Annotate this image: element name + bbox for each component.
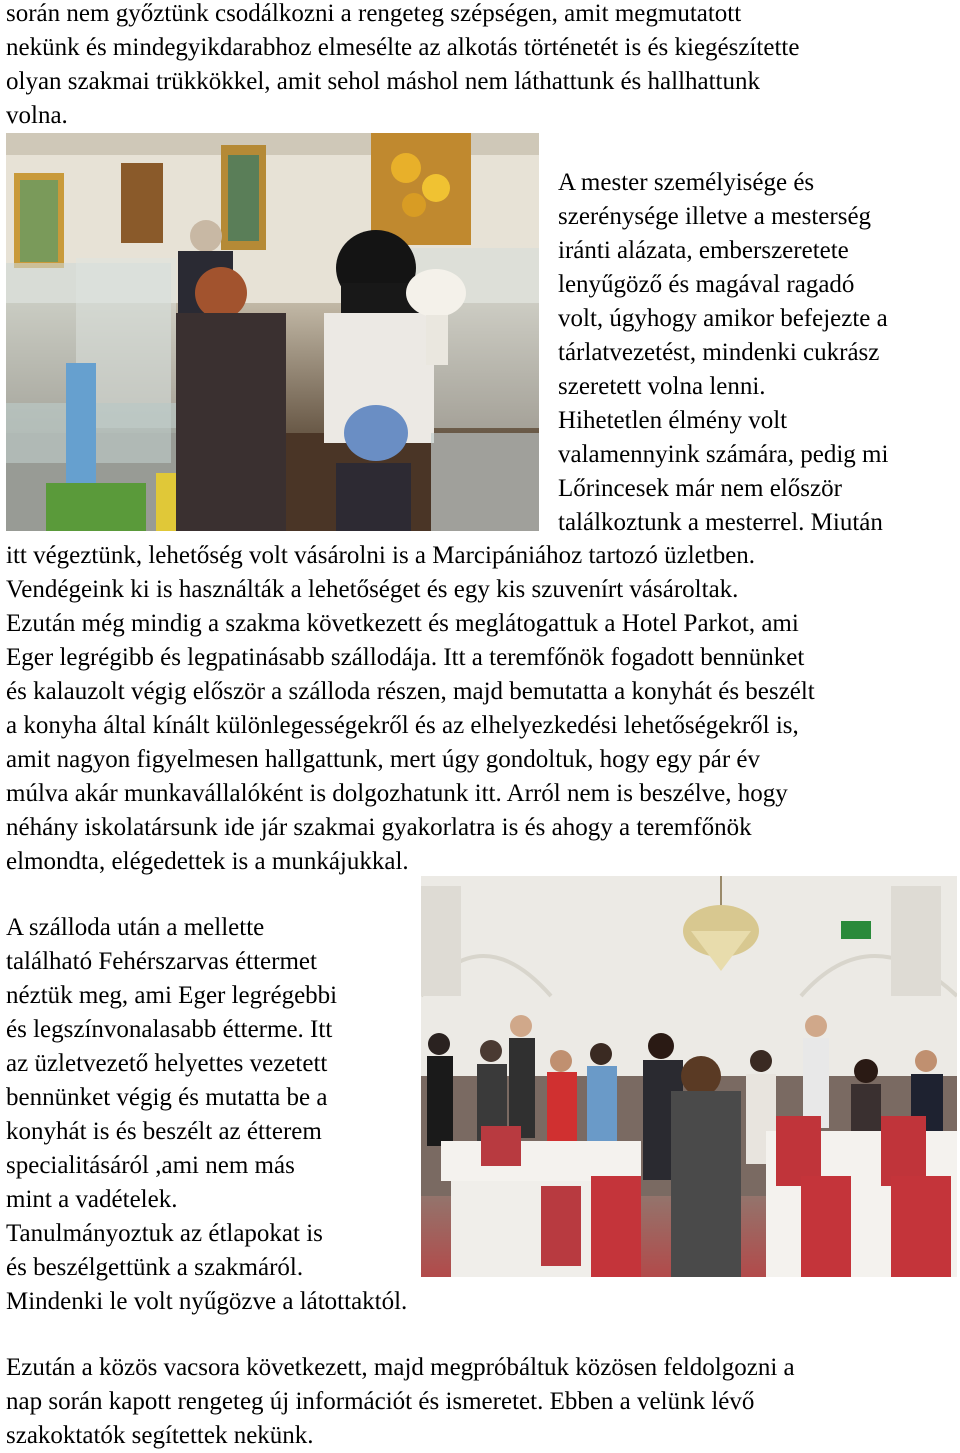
- text-line: konyhát is és beszélt az étterem: [6, 1118, 322, 1145]
- text-line: Vendégeink ki is használták a lehetőséget és egy kis szuvenírt vásároltak.: [6, 576, 739, 603]
- text-line: és beszélgettünk a szakmáról.: [6, 1254, 304, 1281]
- restaurant-photo: [421, 876, 957, 1277]
- text-line: nekünk és mindegyikdarabhoz elmesélte az alkotás történetét is és kiegészítette: [6, 34, 800, 61]
- text-line: Eger legrégibb és legpatinásabb szállodája. Itt a teremfőnök fogadott bennünket: [6, 644, 805, 671]
- text-line: mint a vadételek.: [6, 1186, 178, 1213]
- text-line: szakoktatók segítettek nekünk.: [6, 1422, 314, 1449]
- text-line: iránti alázata, emberszeretete: [558, 237, 849, 264]
- text-line: az üzletvezető helyettes vezetett: [6, 1050, 328, 1077]
- museum-photo: [6, 133, 539, 531]
- text-line: szerénysége illetve a mesterség: [558, 203, 872, 230]
- text-line: találkoztunk a mesterrel. Miután: [558, 509, 883, 536]
- text-line: nap során kapott rengeteg új információt és ismeretet. Ebben a velünk lévő: [6, 1388, 755, 1415]
- text-line: Ezután a közös vacsora következett, majd megpróbáltuk közösen feldolgozni a: [6, 1354, 795, 1381]
- text-line: tárlatvezetést, mindenki cukrász: [558, 339, 880, 366]
- text-line: és legszínvonalasabb étterme. Itt: [6, 1016, 333, 1043]
- text-line: amit nagyon figyelmesen hallgattunk, mert úgy gondoltuk, hogy egy pár év: [6, 746, 761, 773]
- text-line: néztük meg, ami Eger legrégebbi: [6, 982, 338, 1009]
- text-line: a konyha által kínált különlegességekről és az elhelyezkedési lehetőségekről is,: [6, 712, 799, 739]
- text-line: során nem győztünk csodálkozni a rengeteg szépségen, amit megmutatott: [6, 0, 742, 27]
- text-line: elmondta, elégedettek is a munkájukkal.: [6, 848, 409, 875]
- text-line: A mester személyisége és: [558, 169, 815, 196]
- text-line: Ezután még mindig a szakma következett és meglátogattuk a Hotel Parkot, ami: [6, 610, 799, 637]
- text-line: található Fehérszarvas éttermet: [6, 948, 317, 975]
- text-line: itt végeztünk, lehetőség volt vásárolni is a Marcipániához tartozó üzletben.: [6, 542, 756, 569]
- text-line: Hihetetlen élmény volt: [558, 407, 788, 434]
- text-line: bennünket végig és mutatta be a: [6, 1084, 328, 1111]
- text-line: valamennyink számára, pedig mi: [558, 441, 889, 468]
- text-line: lenyűgöző és magával ragadó: [558, 271, 855, 298]
- text-line: A szálloda után a mellette: [6, 914, 265, 941]
- text-line: olyan szakmai trükkökkel, amit sehol máshol nem láthattunk és hallhattunk: [6, 68, 761, 95]
- text-line: néhány iskolatársunk ide jár szakmai gyakorlatra is és ahogy a teremfőnök: [6, 814, 752, 841]
- text-line: Lőrincesek már nem először: [558, 475, 842, 502]
- text-line: Tanulmányoztuk az étlapokat is: [6, 1220, 323, 1247]
- text-line: volna.: [6, 102, 68, 129]
- text-line: Mindenki le volt nyűgözve a látottaktól.: [6, 1288, 408, 1315]
- text-line: volt, úgyhogy amikor befejezte a: [558, 305, 888, 332]
- text-line: specialitásáról ,ami nem más: [6, 1152, 295, 1179]
- text-line: szeretett volna lenni.: [558, 373, 766, 400]
- text-line: múlva akár munkavállalóként is dolgozhatunk itt. Arról nem is beszélve, hogy: [6, 780, 788, 807]
- text-line: és kalauzolt végig először a szálloda részen, majd bemutatta a konyhát és beszélt: [6, 678, 815, 705]
